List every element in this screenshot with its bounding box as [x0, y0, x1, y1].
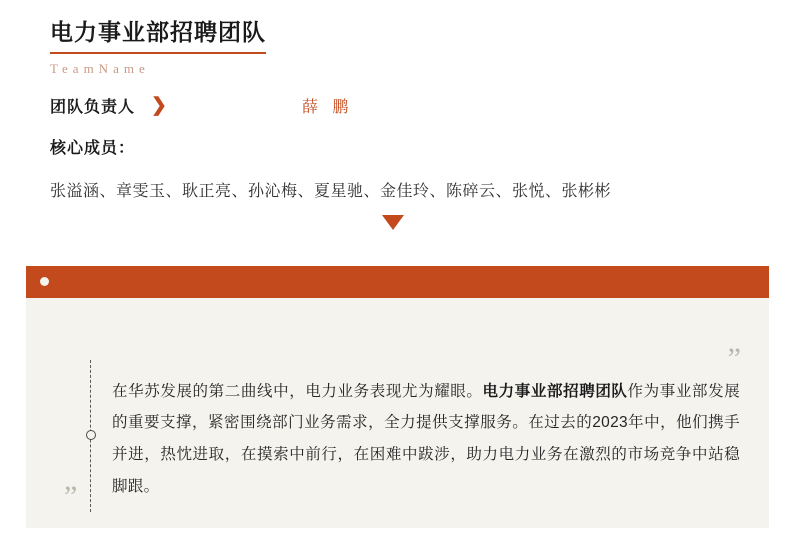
- team-leader-name: 薛 鹏: [301, 99, 354, 116]
- quote-text-part1: 在华苏发展的第二曲线中，电力业务表现尤为耀眼。: [112, 382, 483, 400]
- core-members-list: 张溢涵、章雯玉、耿正亮、孙沁梅、夏星驰、金佳玲、陈碎云、张悦、张彬彬: [50, 183, 612, 200]
- timeline-node-icon: [86, 430, 96, 440]
- core-members-label: 核心成员：: [50, 140, 136, 157]
- divider: [0, 215, 795, 230]
- timeline-dashed-line: [90, 360, 91, 512]
- page-title: 电力事业部招聘团队: [50, 18, 266, 54]
- quote-open-mark: ”: [727, 342, 741, 375]
- triangle-down-icon: [382, 215, 404, 230]
- page-subtitle: TeamName: [50, 60, 150, 76]
- team-leader-row: [50, 94, 690, 117]
- quote-card-body: [26, 298, 769, 528]
- quote-close-mark: ”: [64, 480, 78, 513]
- quote-card-top-bar: [26, 266, 769, 298]
- title-block: [50, 18, 266, 77]
- team-leader-label: 团队负责人: [50, 99, 136, 116]
- chevron-right-icon: ❯: [151, 95, 167, 116]
- quote-card: [26, 266, 769, 528]
- card-dot-icon: [40, 277, 49, 286]
- quote-text-highlight: 电力事业部招聘团队: [482, 382, 628, 400]
- quote-text-part2: 作为事业部发展的重要支撑，紧密围绕部门业务需求，全力提供支撑服务。在过去的2023年中，他们携手并进，热忱进取，在摸索中前行，在困难中跋涉，助力电力业务在激烈的市场竞争中站稳脚跟。: [112, 382, 741, 495]
- quote-text: [112, 376, 740, 503]
